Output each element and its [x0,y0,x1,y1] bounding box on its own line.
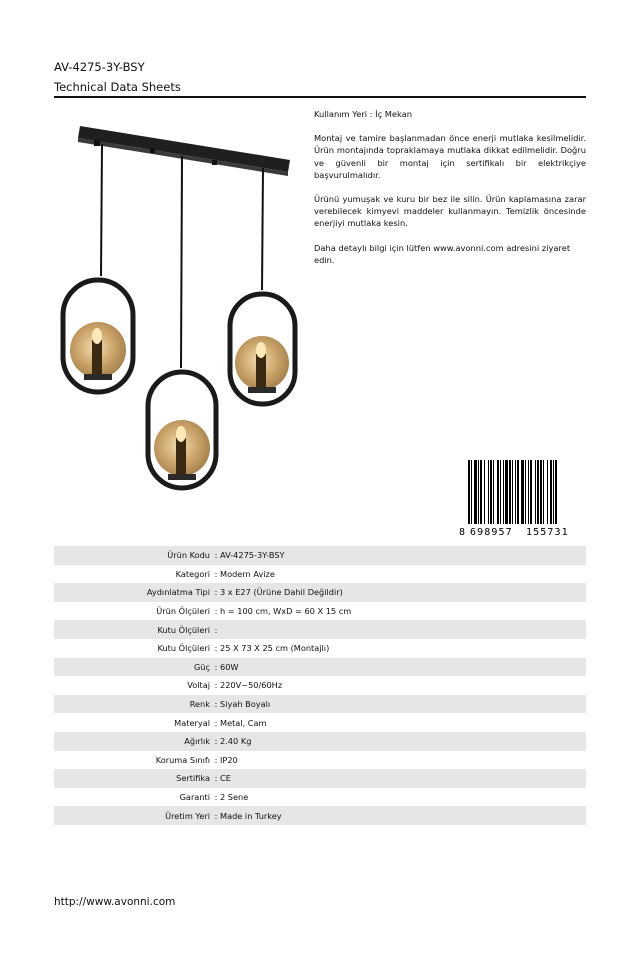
product-photo [54,118,304,498]
spec-separator: : [214,606,218,617]
spec-row [54,676,586,695]
spec-label: Sertifika [176,773,210,784]
spec-row [54,565,586,584]
barcode-digits-left: 698957 [470,527,513,538]
spec-label: Renk [189,699,210,710]
spec-separator: : [214,680,218,691]
spec-value: h = 100 cm, WxD = 60 X 15 cm [220,606,352,617]
spec-row [54,658,586,677]
spec-value: Made in Turkey [220,810,282,821]
spec-value: 2 Sene [220,792,249,803]
spec-separator: : [214,810,218,821]
barcode-digits-right: 155731 [526,527,569,538]
spec-label: Kutu Ölçüleri [157,643,210,654]
spec-separator: : [214,699,218,710]
spec-separator: : [214,736,218,747]
spec-value: CE [220,773,231,784]
more-info-note: Daha detaylı bilgi için lütfen www.avonni.com adresini ziyaret edin. [314,242,571,265]
spec-separator: : [214,773,218,784]
spec-value: 25 X 73 X 25 cm (Montajlı) [220,643,330,654]
spec-label: Kutu Ölçüleri [157,624,210,635]
spec-label: Materyal [174,717,210,728]
spec-label: Voltaj [187,680,210,691]
spec-label: Ürün Ölçüleri [156,606,210,617]
spec-row [54,806,586,825]
spec-separator: : [214,754,218,765]
care-note: Ürünü yumuşak ve kuru bir bez ile silin. Ürün kaplamasına zarar verebilecek kimyevi maddeler kullanmayın. Temizlik öncesinde enerjiyi mutlaka kesin. [314,194,586,229]
spec-value: IP20 [220,754,238,765]
spec-row [54,788,586,807]
spec-label: Üretim Yeri [165,810,210,821]
spec-separator: : [214,792,218,803]
spec-label: Ağırlık [184,736,210,747]
spec-value: Modern Avize [220,568,275,579]
barcode [458,458,586,538]
barcode-bars [468,460,557,524]
spec-row [54,546,586,565]
spec-separator: : [214,661,218,672]
spec-separator: : [214,624,218,635]
spec-row [54,732,586,751]
spec-label: Koruma Sınıfı [155,754,210,765]
spec-separator: : [214,568,218,579]
spec-row [54,695,586,714]
spec-value: AV-4275-3Y-BSY [220,550,285,561]
info-text-block [314,108,586,278]
spec-label: Garanti [179,792,210,803]
usage-location: Kullanım Yeri : İç Mekan [314,109,413,119]
spec-row [54,751,586,770]
spec-row [54,583,586,602]
spec-value: 3 x E27 (Ürüne Dahil Değildir) [220,587,343,598]
spec-label: Ürün Kodu [167,550,210,561]
spec-label: Kategori [175,568,210,579]
barcode-digit-lead: 8 [459,527,466,538]
spec-value: 220V~50/60Hz [220,680,283,691]
header-divider [54,96,586,98]
product-code-title: AV-4275-3Y-BSY [54,60,145,74]
spec-separator: : [214,550,218,561]
document-subtitle: Technical Data Sheets [54,80,181,94]
spec-value: Metal, Cam [220,717,267,728]
spec-value: 60W [220,661,239,672]
spec-row [54,602,586,621]
spec-separator: : [214,587,218,598]
spec-row [54,639,586,658]
spec-table [54,546,586,825]
spec-value: Siyah Boyalı [220,699,271,710]
spec-row [54,769,586,788]
spec-separator: : [214,643,218,654]
spec-label: Güç [193,661,210,672]
spec-row [54,620,586,639]
footer-url: http://www.avonni.com [54,896,176,908]
spec-label: Aydınlatma Tipi [146,587,210,598]
spec-row [54,713,586,732]
spec-separator: : [214,717,218,728]
spec-value: 2.40 Kg [220,736,252,747]
safety-note: Montaj ve tamire başlanmadan önce enerji mutlaka kesilmelidir. Ürün montajında topraklamaya mutlaka dikkat edilmelidir. Doğru ve güvenli bir montaj için sertifikalı bir elektrikçiye başvurulmalıdır. [314,133,586,180]
